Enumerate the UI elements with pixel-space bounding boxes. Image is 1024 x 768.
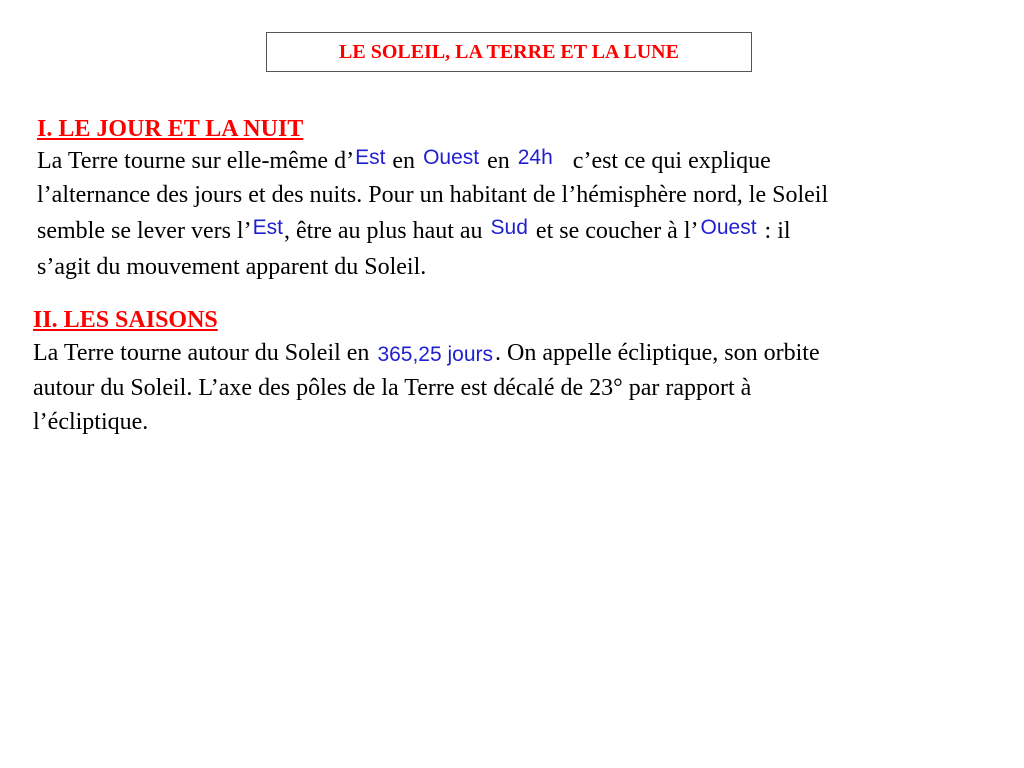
section2-line-1 [33, 338, 820, 369]
answer-days: 365,25 jours [377, 343, 494, 366]
text: en [481, 148, 516, 174]
text: La Terre tourne sur elle-même d’ [37, 148, 355, 174]
page-title [266, 32, 752, 72]
text: : il [758, 218, 791, 244]
text: , être au plus haut au [283, 218, 489, 244]
text: en [386, 148, 422, 174]
section1-line-4: s’agit du mouvement apparent du Soleil. [37, 254, 427, 280]
answer-ouest: Ouest [700, 216, 757, 239]
section-heading-seasons: II. LES SAISONS [33, 307, 218, 333]
text: c’est ce qui explique [566, 148, 771, 174]
text: . On appelle écliptique, son orbite [495, 340, 820, 366]
section1-line-1 [37, 146, 771, 177]
text: La Terre tourne autour du Soleil en [33, 340, 376, 366]
page-title-text: LE SOLEIL, LA TERRE ET LA LUNE [339, 40, 679, 63]
answer-est: Est [355, 146, 386, 169]
text: et se coucher à l’ [529, 218, 699, 244]
answer-est: Est [252, 216, 283, 239]
section1-line-2: l’alternance des jours et des nuits. Pour un habitant de l’hémisphère nord, le Soleil [37, 182, 829, 208]
section1-line-3 [37, 216, 791, 247]
answer-24h: 24h [517, 146, 553, 169]
section-heading-day-night: I. LE JOUR ET LA NUIT [37, 116, 304, 142]
text: semble se lever vers l’ [37, 218, 252, 244]
answer-ouest: Ouest [423, 146, 480, 169]
answer-sud: Sud [490, 216, 528, 239]
section2-line-3: l’écliptique. [33, 409, 149, 435]
section2-line-2: autour du Soleil. L’axe des pôles de la Terre est décalé de 23° par rapport à [33, 375, 752, 401]
